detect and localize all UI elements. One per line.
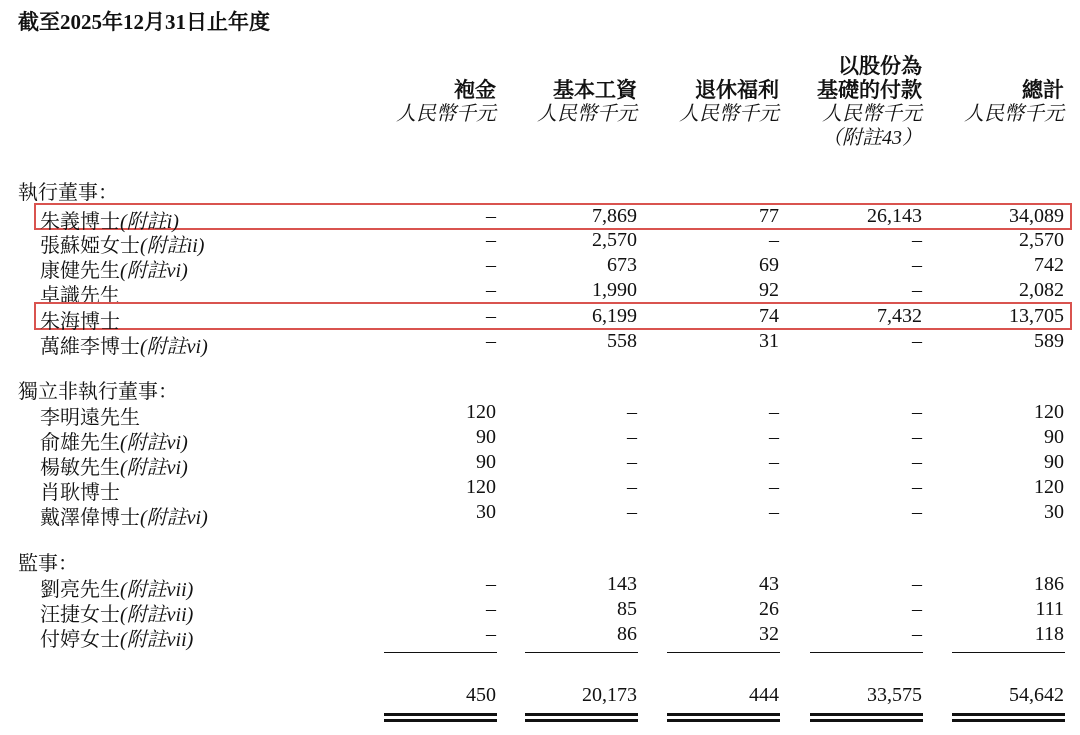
cell-total: 34,089 [1009,205,1064,227]
table-row [0,254,1080,282]
cell-total: 13,705 [1009,305,1064,327]
director-name: 李明遠先生 [40,407,140,429]
total-double-rule [810,713,923,716]
table-row [0,426,1080,454]
table-row [0,476,1080,504]
cell-retirement: 26 [759,598,779,620]
cell-retirement: – [769,426,779,448]
cell-share: – [912,254,922,276]
cell-total: 90 [1044,426,1064,448]
cell-fees: – [486,330,496,352]
col-head-share-unit: 人民幣千元 [822,103,922,125]
cell-share: – [912,426,922,448]
col-head-salary-unit: 人民幣千元 [537,103,637,125]
total-double-rule [384,713,497,716]
cell-salary: – [627,401,637,423]
col-head-share-label-2: 基礎的付款 [817,78,922,102]
subtotal-rule [384,652,497,653]
cell-fees: – [486,205,496,227]
cell-retirement: 74 [759,305,779,327]
cell-salary: 673 [607,254,637,276]
total-double-rule [952,713,1065,716]
col-head-retirement-unit: 人民幣千元 [679,103,779,125]
totals-row [0,684,1080,708]
table-row [0,205,1080,233]
cell-share: – [912,476,922,498]
cell-fees: 90 [476,451,496,473]
director-name: 楊敏先生(附註vi) [40,457,188,479]
cell-fees: – [486,598,496,620]
table-row [0,330,1080,358]
table-row [0,451,1080,479]
total-fees: 450 [466,684,496,706]
cell-fees: – [486,305,496,327]
cell-retirement: 31 [759,330,779,352]
cell-total: 111 [1035,598,1064,620]
cell-fees: – [486,279,496,301]
total-retirement: 444 [749,684,779,706]
cell-fees: 120 [466,476,496,498]
subtotal-rule [952,652,1065,653]
cell-retirement: 43 [759,573,779,595]
cell-fees: – [486,229,496,251]
col-head-retirement [679,78,779,126]
section-executive-directors: 執行董事： [18,182,118,204]
cell-total: 120 [1034,476,1064,498]
col-head-salary-label: 基本工資 [553,78,637,102]
table-row [0,279,1080,307]
director-name: 卓識先生 [40,285,120,307]
cell-salary: – [627,426,637,448]
director-name: 朱義博士(附註i) [40,211,179,233]
col-head-share-label-1: 以股份為 [838,54,922,78]
total-share: 33,575 [867,684,922,706]
total-double-rule [667,713,780,716]
total-salary: 20,173 [582,684,637,706]
director-name: 張蘇婭女士(附註ii) [40,235,205,257]
col-head-fees-label: 袍金 [454,78,496,102]
cell-salary: 6,199 [592,305,637,327]
cell-share: – [912,279,922,301]
cell-retirement: – [769,451,779,473]
cell-share: – [912,501,922,523]
cell-salary: – [627,501,637,523]
page-title: 截至2025年12月31日止年度 [18,10,270,34]
cell-salary: 558 [607,330,637,352]
table-row [0,598,1080,626]
cell-retirement: 77 [759,205,779,227]
table-row [0,229,1080,257]
cell-retirement: 32 [759,623,779,645]
cell-total: 589 [1034,330,1064,352]
director-name: 劉亮先生(附註vii) [40,579,194,601]
table-row [0,501,1080,529]
cell-share: – [912,573,922,595]
cell-total: 2,082 [1019,279,1064,301]
col-head-share-note: （附註43） [822,127,922,149]
cell-total: 742 [1034,254,1064,276]
cell-share: – [912,229,922,251]
cell-total: 120 [1034,401,1064,423]
director-name: 康健先生(附註vi) [40,260,188,282]
cell-share: – [912,401,922,423]
total-double-rule [384,719,497,722]
cell-share: – [912,451,922,473]
director-name: 付婷女士(附註vii) [40,629,194,651]
cell-total: 2,570 [1019,229,1064,251]
cell-retirement: – [769,229,779,251]
cell-salary: – [627,476,637,498]
table-row [0,401,1080,429]
total-double-rule [525,719,638,722]
cell-salary: – [627,451,637,473]
col-head-retirement-label: 退休福利 [695,78,779,102]
total-double-rule [952,719,1065,722]
director-name: 萬維李博士(附註vi) [40,336,208,358]
cell-fees: – [486,254,496,276]
cell-total: 186 [1034,573,1064,595]
total-double-rule [667,719,780,722]
cell-salary: 1,990 [592,279,637,301]
cell-total: 30 [1044,501,1064,523]
director-name: 肖耿博士 [40,482,120,504]
table-row [0,305,1080,333]
cell-salary: 7,869 [592,205,637,227]
cell-fees: 90 [476,426,496,448]
table-row [0,623,1080,651]
cell-retirement: – [769,501,779,523]
cell-retirement: 92 [759,279,779,301]
cell-salary: 86 [617,623,637,645]
cell-retirement: – [769,401,779,423]
cell-share: 7,432 [877,305,922,327]
cell-share: 26,143 [867,205,922,227]
director-name: 戴澤偉博士(附註vi) [40,507,208,529]
cell-salary: 85 [617,598,637,620]
director-name: 朱海博士 [40,311,120,333]
table-row [0,573,1080,601]
cell-share: – [912,330,922,352]
section-supervisors: 監事： [18,553,78,575]
cell-fees: 30 [476,501,496,523]
col-head-fees [396,78,496,126]
col-head-share [817,54,922,150]
total-total: 54,642 [1009,684,1064,706]
subtotal-rule [667,652,780,653]
total-double-rule [810,719,923,722]
subtotal-rule [810,652,923,653]
director-name: 汪捷女士(附註vii) [40,604,194,626]
cell-share: – [912,623,922,645]
col-head-salary [537,78,637,126]
col-head-fees-unit: 人民幣千元 [396,103,496,125]
cell-fees: – [486,573,496,595]
cell-share: – [912,598,922,620]
cell-retirement: – [769,476,779,498]
cell-retirement: 69 [759,254,779,276]
subtotal-rule [525,652,638,653]
cell-total: 90 [1044,451,1064,473]
section-independent-directors: 獨立非執行董事： [18,381,178,403]
cell-salary: 143 [607,573,637,595]
col-head-total-label: 總計 [1022,78,1064,102]
cell-fees: – [486,623,496,645]
cell-fees: 120 [466,401,496,423]
cell-salary: 2,570 [592,229,637,251]
total-double-rule [525,713,638,716]
director-name: 俞雄先生(附註vi) [40,432,188,454]
col-head-total [964,78,1064,126]
col-head-total-unit: 人民幣千元 [964,103,1064,125]
cell-total: 118 [1034,623,1064,645]
